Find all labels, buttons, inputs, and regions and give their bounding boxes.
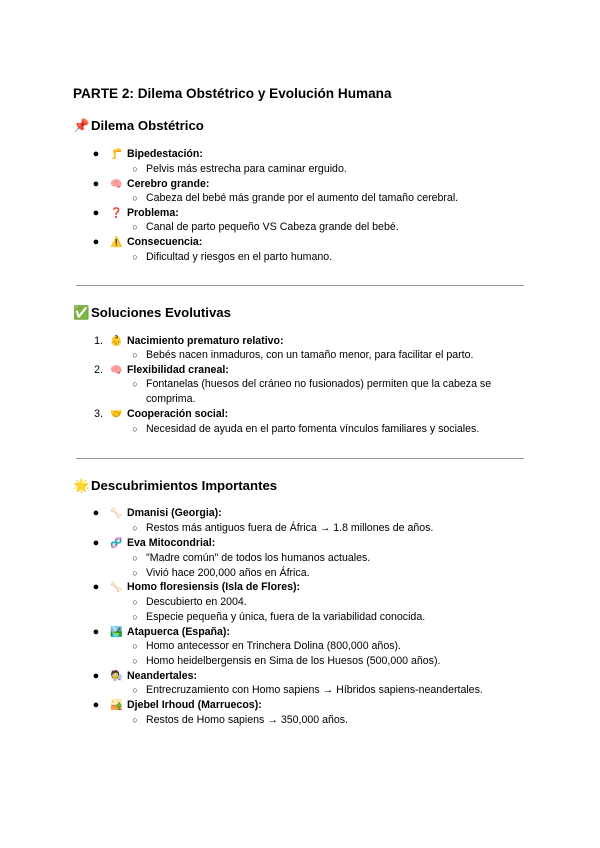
- bullet-circle-icon: ○: [132, 641, 138, 651]
- bullet-circle-icon: ○: [132, 656, 138, 666]
- sub-list-item: [128, 378, 491, 391]
- item-text: Restos más antiguos fuera de África → 1.8 millones de años.: [146, 522, 434, 534]
- item-label: Flexibilidad craneal:: [126, 364, 229, 376]
- landscape-icon: 🏞️: [110, 627, 123, 638]
- bullet-circle-icon: ○: [132, 523, 138, 533]
- item-label: Neandertales:: [126, 670, 198, 682]
- item-label: Atapuerca (España):: [126, 626, 230, 638]
- numbered-item: [94, 335, 284, 348]
- bullet-disc-icon: ●: [92, 507, 100, 519]
- bullet-circle-icon: ○: [132, 350, 138, 360]
- bullet-disc-icon: ●: [92, 699, 100, 711]
- item-text: Especie pequeña y única, fuera de la variabilidad conocida.: [146, 611, 426, 623]
- bullet-circle-icon: ○: [132, 568, 138, 578]
- sub-list-item: [128, 640, 401, 653]
- bullet-circle-icon: ○: [132, 685, 138, 695]
- bullet-circle-icon: ○: [132, 222, 138, 232]
- item-text: Vivió hace 200,000 años en África.: [146, 567, 310, 579]
- item-text: Descubierto en 2004.: [146, 596, 247, 608]
- page-title: PARTE 2: Dilema Obstétrico y Evolución Humana: [73, 86, 392, 101]
- sub-list-item: [128, 684, 483, 697]
- section-heading-text: Soluciones Evolutivas: [91, 305, 231, 320]
- list-item: [92, 178, 210, 191]
- item-text: Pelvis más estrecha para caminar erguido.: [146, 163, 347, 175]
- bullet-disc-icon: ●: [92, 236, 100, 248]
- star-icon: 🌟: [73, 478, 90, 493]
- bullet-circle-icon: ○: [132, 553, 138, 563]
- item-label: Cooperación social:: [126, 408, 229, 420]
- sub-list-item: [128, 221, 399, 234]
- sub-list-item: [128, 251, 332, 264]
- pushpin-icon: 📌: [73, 118, 90, 133]
- item-label: Dmanisi (Georgia):: [126, 507, 222, 519]
- baby-icon: 👶: [110, 336, 123, 347]
- item-number: 2.: [94, 364, 103, 376]
- divider: [76, 285, 524, 286]
- sub-list-item: [128, 192, 458, 205]
- numbered-item: [94, 364, 229, 377]
- desert-icon: 🏜️: [110, 700, 123, 711]
- bullet-circle-icon: ○: [132, 379, 138, 389]
- item-text: Homo antecessor en Trinchera Dolina (800,000 años).: [146, 640, 401, 652]
- list-item: [92, 537, 216, 550]
- brain-icon: 🧠: [110, 365, 123, 376]
- section-heading-soluciones: [73, 305, 231, 321]
- bullet-disc-icon: ●: [92, 670, 100, 682]
- leg-icon: 🦵: [110, 149, 123, 160]
- list-item: [92, 581, 301, 594]
- item-text: "Madre común" de todos los humanos actuales.: [146, 552, 371, 564]
- bone-icon: 🦴: [110, 508, 123, 519]
- list-item: [92, 236, 203, 249]
- item-label: Eva Mitocondrial:: [126, 537, 216, 549]
- question-mark-icon: ❓: [110, 208, 123, 219]
- bullet-disc-icon: ●: [92, 148, 100, 160]
- bullet-disc-icon: ●: [92, 207, 100, 219]
- sub-list-item: [128, 596, 247, 609]
- section-heading-descubrimientos: [73, 478, 277, 494]
- bullet-circle-icon: ○: [132, 424, 138, 434]
- sub-list-item: [128, 611, 425, 624]
- handshake-icon: 🤝: [110, 409, 123, 420]
- bullet-circle-icon: ○: [132, 252, 138, 262]
- bullet-circle-icon: ○: [132, 597, 138, 607]
- item-number: 3.: [94, 408, 103, 420]
- numbered-item: [94, 408, 229, 421]
- section-heading-text: Descubrimientos Importantes: [91, 478, 278, 493]
- item-text: Entrecruzamiento con Homo sapiens → Híbridos sapiens-neandertales.: [146, 684, 483, 696]
- brain-icon: 🧠: [110, 179, 123, 190]
- bullet-disc-icon: ●: [92, 626, 100, 638]
- bullet-circle-icon: ○: [132, 164, 138, 174]
- check-mark-icon: ✅: [73, 305, 90, 320]
- item-text: Canal de parto pequeño VS Cabeza grande del bebé.: [146, 221, 399, 233]
- item-label: Nacimiento prematuro relativo:: [126, 335, 284, 347]
- bullet-disc-icon: ●: [92, 178, 100, 190]
- bullet-circle-icon: ○: [132, 715, 138, 725]
- section-heading-text: Dilema Obstétrico: [91, 118, 204, 133]
- item-text: Necesidad de ayuda en el parto fomenta vínculos familiares y sociales.: [146, 423, 480, 435]
- item-label: Homo floresiensis (Isla de Flores):: [126, 581, 301, 593]
- scientist-icon: 🧑‍🔬: [110, 671, 123, 682]
- list-item: [92, 626, 230, 639]
- sub-list-item: [128, 714, 348, 727]
- list-item: [92, 507, 222, 520]
- section-heading-dilema: [73, 118, 204, 134]
- sub-list-item: [128, 655, 440, 668]
- item-text: Restos de Homo sapiens → 350,000 años.: [146, 714, 348, 726]
- item-text: comprima.: [146, 393, 196, 405]
- item-text: Fontanelas (huesos del cráneo no fusionados) permiten que la cabeza se: [146, 378, 492, 390]
- list-item: [92, 148, 203, 161]
- warning-icon: ⚠️: [110, 237, 123, 248]
- sub-list-item: [128, 163, 347, 176]
- list-item: [92, 207, 179, 220]
- dna-icon: 🧬: [110, 538, 123, 549]
- sub-list-item: [128, 552, 370, 565]
- sub-list-item: [128, 423, 479, 436]
- bullet-circle-icon: ○: [132, 193, 138, 203]
- item-label: Bipedestación:: [126, 148, 203, 160]
- sub-list-item: [128, 522, 433, 535]
- item-text: Cabeza del bebé más grande por el aumento del tamaño cerebral.: [146, 192, 459, 204]
- sub-list-item: [128, 567, 310, 580]
- bullet-disc-icon: ●: [92, 537, 100, 549]
- bullet-disc-icon: ●: [92, 581, 100, 593]
- item-text: Dificultad y riesgos en el parto humano.: [146, 251, 333, 263]
- divider: [76, 458, 524, 459]
- item-label: Djebel Irhoud (Marruecos):: [126, 699, 262, 711]
- item-text: Bebés nacen inmaduros, con un tamaño menor, para facilitar el parto.: [146, 349, 474, 361]
- bullet-circle-icon: ○: [132, 612, 138, 622]
- sub-list-item-continuation: [128, 393, 195, 406]
- item-text: Homo heidelbergensis en Sima de los Huesos (500,000 años).: [146, 655, 441, 667]
- item-label: Problema:: [126, 207, 179, 219]
- sub-list-item: [128, 349, 473, 362]
- item-label: Consecuencia:: [126, 236, 203, 248]
- item-number: 1.: [94, 335, 103, 347]
- list-item: [92, 699, 262, 712]
- bone-icon: 🦴: [110, 582, 123, 593]
- list-item: [92, 670, 198, 683]
- item-label: Cerebro grande:: [126, 178, 210, 190]
